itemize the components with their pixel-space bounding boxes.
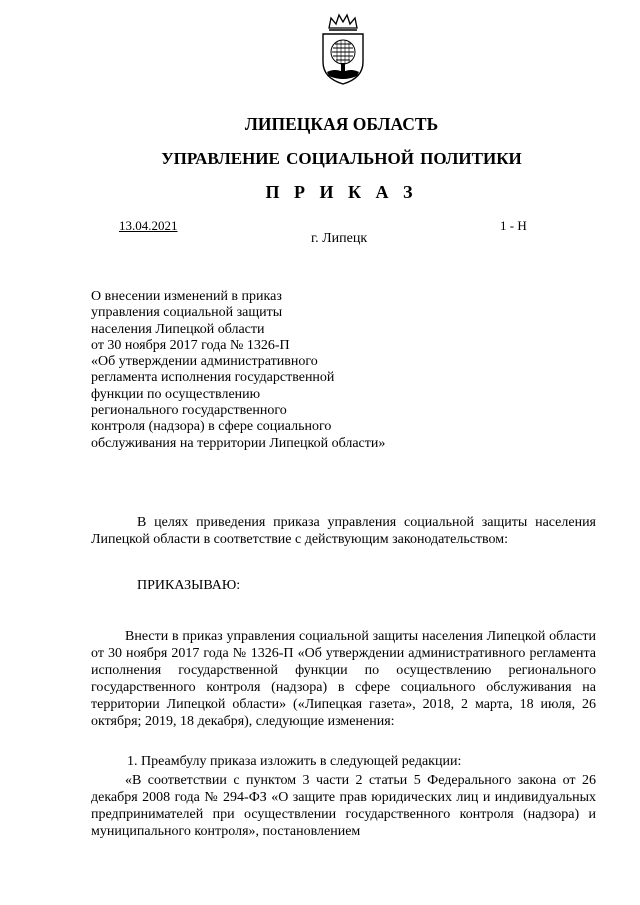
subject-line: управления социальной защиты: [91, 305, 283, 321]
subject-line: функции по осуществлению: [91, 386, 261, 402]
document-number: 1 - Н: [500, 218, 527, 233]
region-title: ЛИПЕЦКАЯ ОБЛАСТЬ: [244, 114, 439, 134]
subject-line: контроля (надзора) в сфере социального: [91, 419, 332, 435]
subject-line: регламента исполнения государственной: [91, 370, 335, 386]
document-subject: [91, 289, 385, 452]
subject-line: от 30 ноября 2017 года № 1326-П: [91, 337, 290, 353]
intro-paragraph: В целях приведения приказа управления социальной защиты населения Липецкой области в соответствие с действующим законодательством:: [91, 515, 596, 547]
subject-line: «Об утверждении административного: [91, 354, 318, 370]
subject-line: О внесении изменений в приказ: [91, 289, 282, 304]
document-city: г. Липецк: [311, 231, 368, 246]
coat-of-arms-icon: [315, 12, 371, 86]
point-1: 1. Преамбулу приказа изложить в следующей редакции:: [127, 754, 462, 769]
main-paragraph: Внести в приказ управления социальной защиты населения Липецкой области от 30 ноября 2017 года № 1326-П «Об утверждении административного регламента исполнения государственной функции по осуществлению регионального государственного контроля (надзора) в сфере социального обслуживания на территории Липецкой области» («Липецкая газета», 2018, 2 марта, 18 июля, 26 октября; 2019, 18 декабря), следующие изменения:: [91, 629, 596, 729]
quote-paragraph: «В соответствии с пунктом 3 части 2 статьи 5 Федерального закона от 26 декабря 2008 года № 294-ФЗ «О защите прав юридических лиц и индивидуальных предпринимателей при осуществлении государственного контроля (надзора) и муниципального контроля», постановлением: [91, 773, 596, 839]
document-type: П Р И К А З: [265, 182, 418, 202]
subject-line: регионального государственного: [91, 403, 287, 419]
order-word: ПРИКАЗЫВАЮ:: [137, 578, 241, 593]
document-date: 13.04.2021: [119, 218, 178, 233]
subject-line: обслуживания на территории Липецкой области»: [91, 435, 386, 451]
subject-line: населения Липецкой области: [91, 321, 265, 337]
department-title: УПРАВЛЕНИЕ СОЦИАЛЬНОЙ ПОЛИТИКИ: [161, 149, 522, 168]
